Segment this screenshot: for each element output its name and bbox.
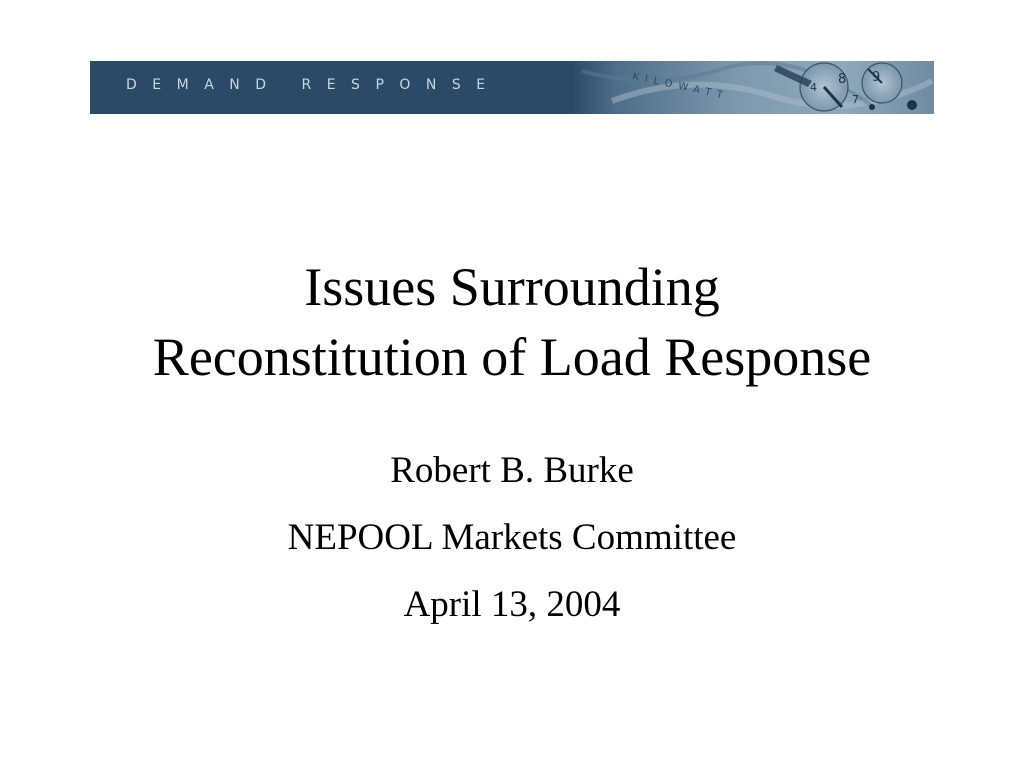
presentation-date: April 13, 2004 (403, 584, 621, 625)
kilowatt-meter-image (572, 61, 934, 114)
meter-digit: 7 (852, 93, 859, 106)
slide-title (0, 252, 1024, 392)
meter-digit: 4 (810, 81, 817, 94)
title-line-1: Issues Surrounding (304, 257, 720, 317)
slide-subtitle (0, 446, 1024, 647)
banner-label: DEMAND RESPONSE (126, 77, 501, 93)
organization-name: NEPOOL Markets Committee (287, 517, 737, 558)
title-line-2: Reconstitution of Load Response (152, 327, 872, 387)
meter-kilowatt-text: KILOWATT (631, 71, 730, 103)
meter-digit: 8 (838, 72, 847, 87)
author-name: Robert B. Burke (390, 450, 634, 491)
meter-digit: 9 (872, 70, 881, 85)
header-banner (90, 61, 934, 114)
